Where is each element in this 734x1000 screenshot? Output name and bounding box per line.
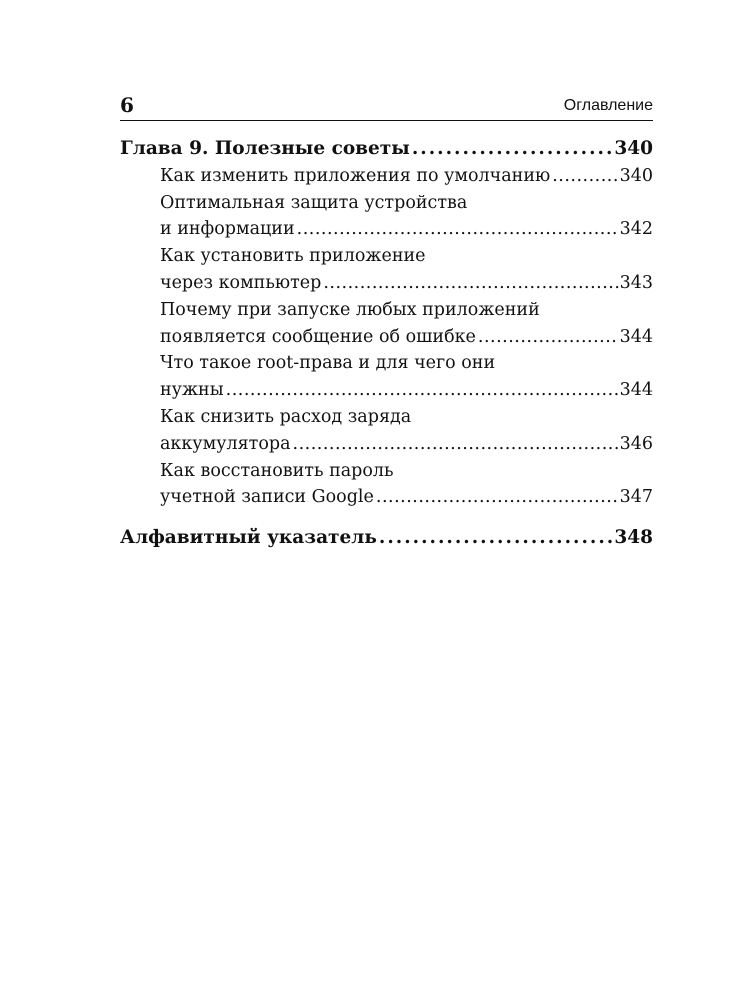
dot-leader <box>552 163 618 190</box>
toc-entry[interactable] <box>120 190 653 244</box>
section-title: Оглавление <box>563 97 653 114</box>
dot-leader <box>297 216 619 243</box>
table-of-contents <box>120 136 653 552</box>
section-gap <box>120 511 653 525</box>
toc-entry-title-cont: учетной записи Google <box>160 487 374 508</box>
toc-entry[interactable] <box>120 458 653 512</box>
toc-chapter-title: Глава 9. Полезные советы <box>120 138 410 159</box>
toc-entry[interactable] <box>120 350 653 404</box>
toc-entry-title: Как изменить приложения по умолчанию <box>160 165 551 186</box>
toc-page-number: 348 <box>614 527 653 549</box>
toc-entry-title: Почему при запуске любых приложений <box>160 299 540 320</box>
toc-index-entry[interactable] <box>120 525 653 552</box>
running-header <box>120 92 653 121</box>
dot-leader <box>478 324 619 351</box>
toc-page-number: 344 <box>619 380 653 401</box>
toc-page-number: 347 <box>619 487 653 508</box>
toc-entry-title-cont: появляется сообщение об ошибке <box>160 326 476 347</box>
toc-entry-title-cont: аккумулятора <box>160 433 291 454</box>
toc-entry-title: Как восстановить пароль <box>160 460 394 481</box>
dot-leader <box>323 270 618 297</box>
toc-entry-title-cont: и информации <box>160 219 295 240</box>
toc-page-number: 344 <box>619 326 653 347</box>
toc-entry-title-cont: через компьютер <box>160 272 322 293</box>
toc-entry-title-cont: нужны <box>160 380 224 401</box>
page-number: 6 <box>120 93 134 117</box>
toc-entry-title: Как снизить расход заряда <box>160 406 412 427</box>
toc-chapter-entry[interactable] <box>120 136 653 163</box>
toc-page-number: 346 <box>619 433 653 454</box>
dot-leader <box>376 484 619 511</box>
toc-page-number: 340 <box>614 138 653 159</box>
toc-entry[interactable] <box>120 404 653 458</box>
dot-leader <box>412 136 614 163</box>
dot-leader <box>293 431 619 458</box>
toc-page-number: 340 <box>619 165 653 186</box>
toc-entry-title: Оптимальная защита устройства <box>160 192 468 213</box>
toc-entry-title: Что такое root-права и для чего они <box>160 353 496 374</box>
dot-leader <box>226 377 619 404</box>
toc-entry[interactable] <box>120 163 653 190</box>
toc-page-number: 342 <box>619 219 653 240</box>
dot-leader <box>379 525 613 552</box>
toc-entry[interactable] <box>120 243 653 297</box>
toc-page-number: 343 <box>619 272 653 293</box>
toc-entry-title: Как установить приложение <box>160 246 426 267</box>
toc-entry[interactable] <box>120 297 653 351</box>
toc-index-title: Алфавитный указатель <box>120 527 377 549</box>
